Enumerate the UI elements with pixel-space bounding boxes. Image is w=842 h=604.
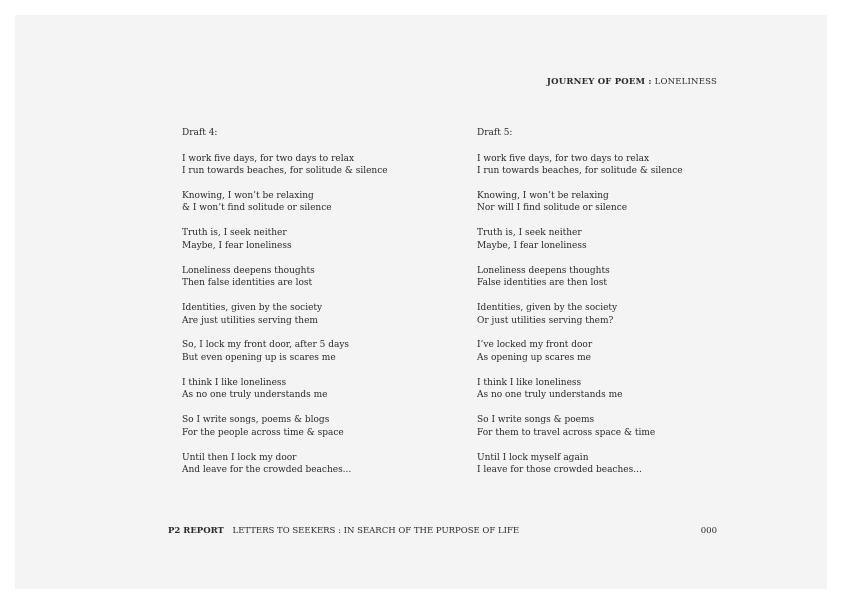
stanza (477, 153, 727, 178)
poem-line: Maybe, I fear loneliness (182, 240, 292, 251)
poem-line: Until then I lock my door (182, 452, 297, 463)
stanza (182, 190, 432, 215)
draft-4-column (182, 127, 432, 489)
poem-line: Truth is, I seek neither (182, 228, 287, 239)
stanza (477, 452, 727, 477)
poem-line: As no one truly understands me (182, 390, 328, 401)
stanza (477, 190, 727, 215)
stanza (477, 265, 727, 290)
poem-line: Maybe, I fear loneliness (477, 240, 587, 251)
poem-line: But even opening up is scares me (182, 352, 336, 363)
header-title-bold: JOURNEY OF POEM : (546, 77, 652, 87)
poem-line: Identities, given by the society (182, 303, 323, 314)
poem-line: I’ve locked my front door (477, 340, 593, 351)
draft-title: Draft 5: (477, 128, 513, 138)
poem-line: Loneliness deepens thoughts (477, 265, 610, 276)
poem-line: I think I like loneliness (182, 377, 287, 388)
stanza (182, 265, 432, 290)
poem-line: I leave for those crowded beaches... (477, 465, 642, 476)
page-number: 000 (700, 526, 717, 536)
poem-line: False identities are then lost (477, 278, 608, 289)
stanza (477, 339, 727, 364)
poem-line: So, I lock my front door, after 5 days (182, 340, 350, 351)
page-footer (168, 526, 519, 536)
draft-title: Draft 4: (182, 128, 218, 138)
stanza (182, 377, 432, 402)
poem-line: Identities, given by the society (477, 303, 618, 314)
poem-line: & I won’t find solitude or silence (182, 203, 332, 214)
poem-line: I run towards beaches, for solitude & silence (477, 166, 683, 176)
poem-line: I work five days, for two days to relax (182, 153, 355, 164)
stanza (182, 227, 432, 252)
poem-line: So I write songs, poems & blogs (182, 415, 330, 426)
poem-line: Truth is, I seek neither (477, 228, 582, 239)
poem-line: Loneliness deepens thoughts (182, 265, 315, 276)
poem-line: Knowing, I won’t be relaxing (182, 190, 314, 201)
page-header (547, 77, 717, 87)
stanza (182, 414, 432, 439)
page (15, 15, 827, 589)
poem-line: For them to travel across space & time (477, 427, 656, 438)
stanza (182, 302, 432, 327)
poem-line: As opening up scares me (477, 352, 591, 363)
poem-line: Are just utilities serving them (182, 315, 318, 326)
poem-line: Nor will I find solitude or silence (477, 203, 628, 214)
footer-report-label: P2 REPORT (168, 526, 224, 536)
stanza (182, 153, 432, 178)
stanza (182, 339, 432, 364)
poem-line: I run towards beaches, for solitude & silence (182, 166, 388, 176)
poem-line: Until I lock myself again (477, 452, 589, 463)
poem-line: I work five days, for two days to relax (477, 153, 650, 164)
poem-line: Or just utilities serving them? (477, 315, 614, 326)
poem-line: As no one truly understands me (477, 390, 623, 401)
poem-line: For the people across time & space (182, 427, 344, 438)
stanza (477, 377, 727, 402)
stanza (182, 452, 432, 477)
stanza (477, 414, 727, 439)
stanza (477, 227, 727, 252)
footer-report-title: LETTERS TO SEEKERS : IN SEARCH OF THE PURPOSE OF LIFE (232, 526, 520, 536)
poem-line: I think I like loneliness (477, 377, 582, 388)
poem-line: Knowing, I won’t be relaxing (477, 190, 609, 201)
stanza (477, 302, 727, 327)
poem-line: Then false identities are lost (182, 278, 313, 289)
draft-5-column (477, 127, 727, 489)
header-title-rest: LONELINESS (654, 77, 717, 87)
poem-line: So I write songs & poems (477, 415, 595, 426)
poem-line: And leave for the crowded beaches... (182, 465, 352, 476)
